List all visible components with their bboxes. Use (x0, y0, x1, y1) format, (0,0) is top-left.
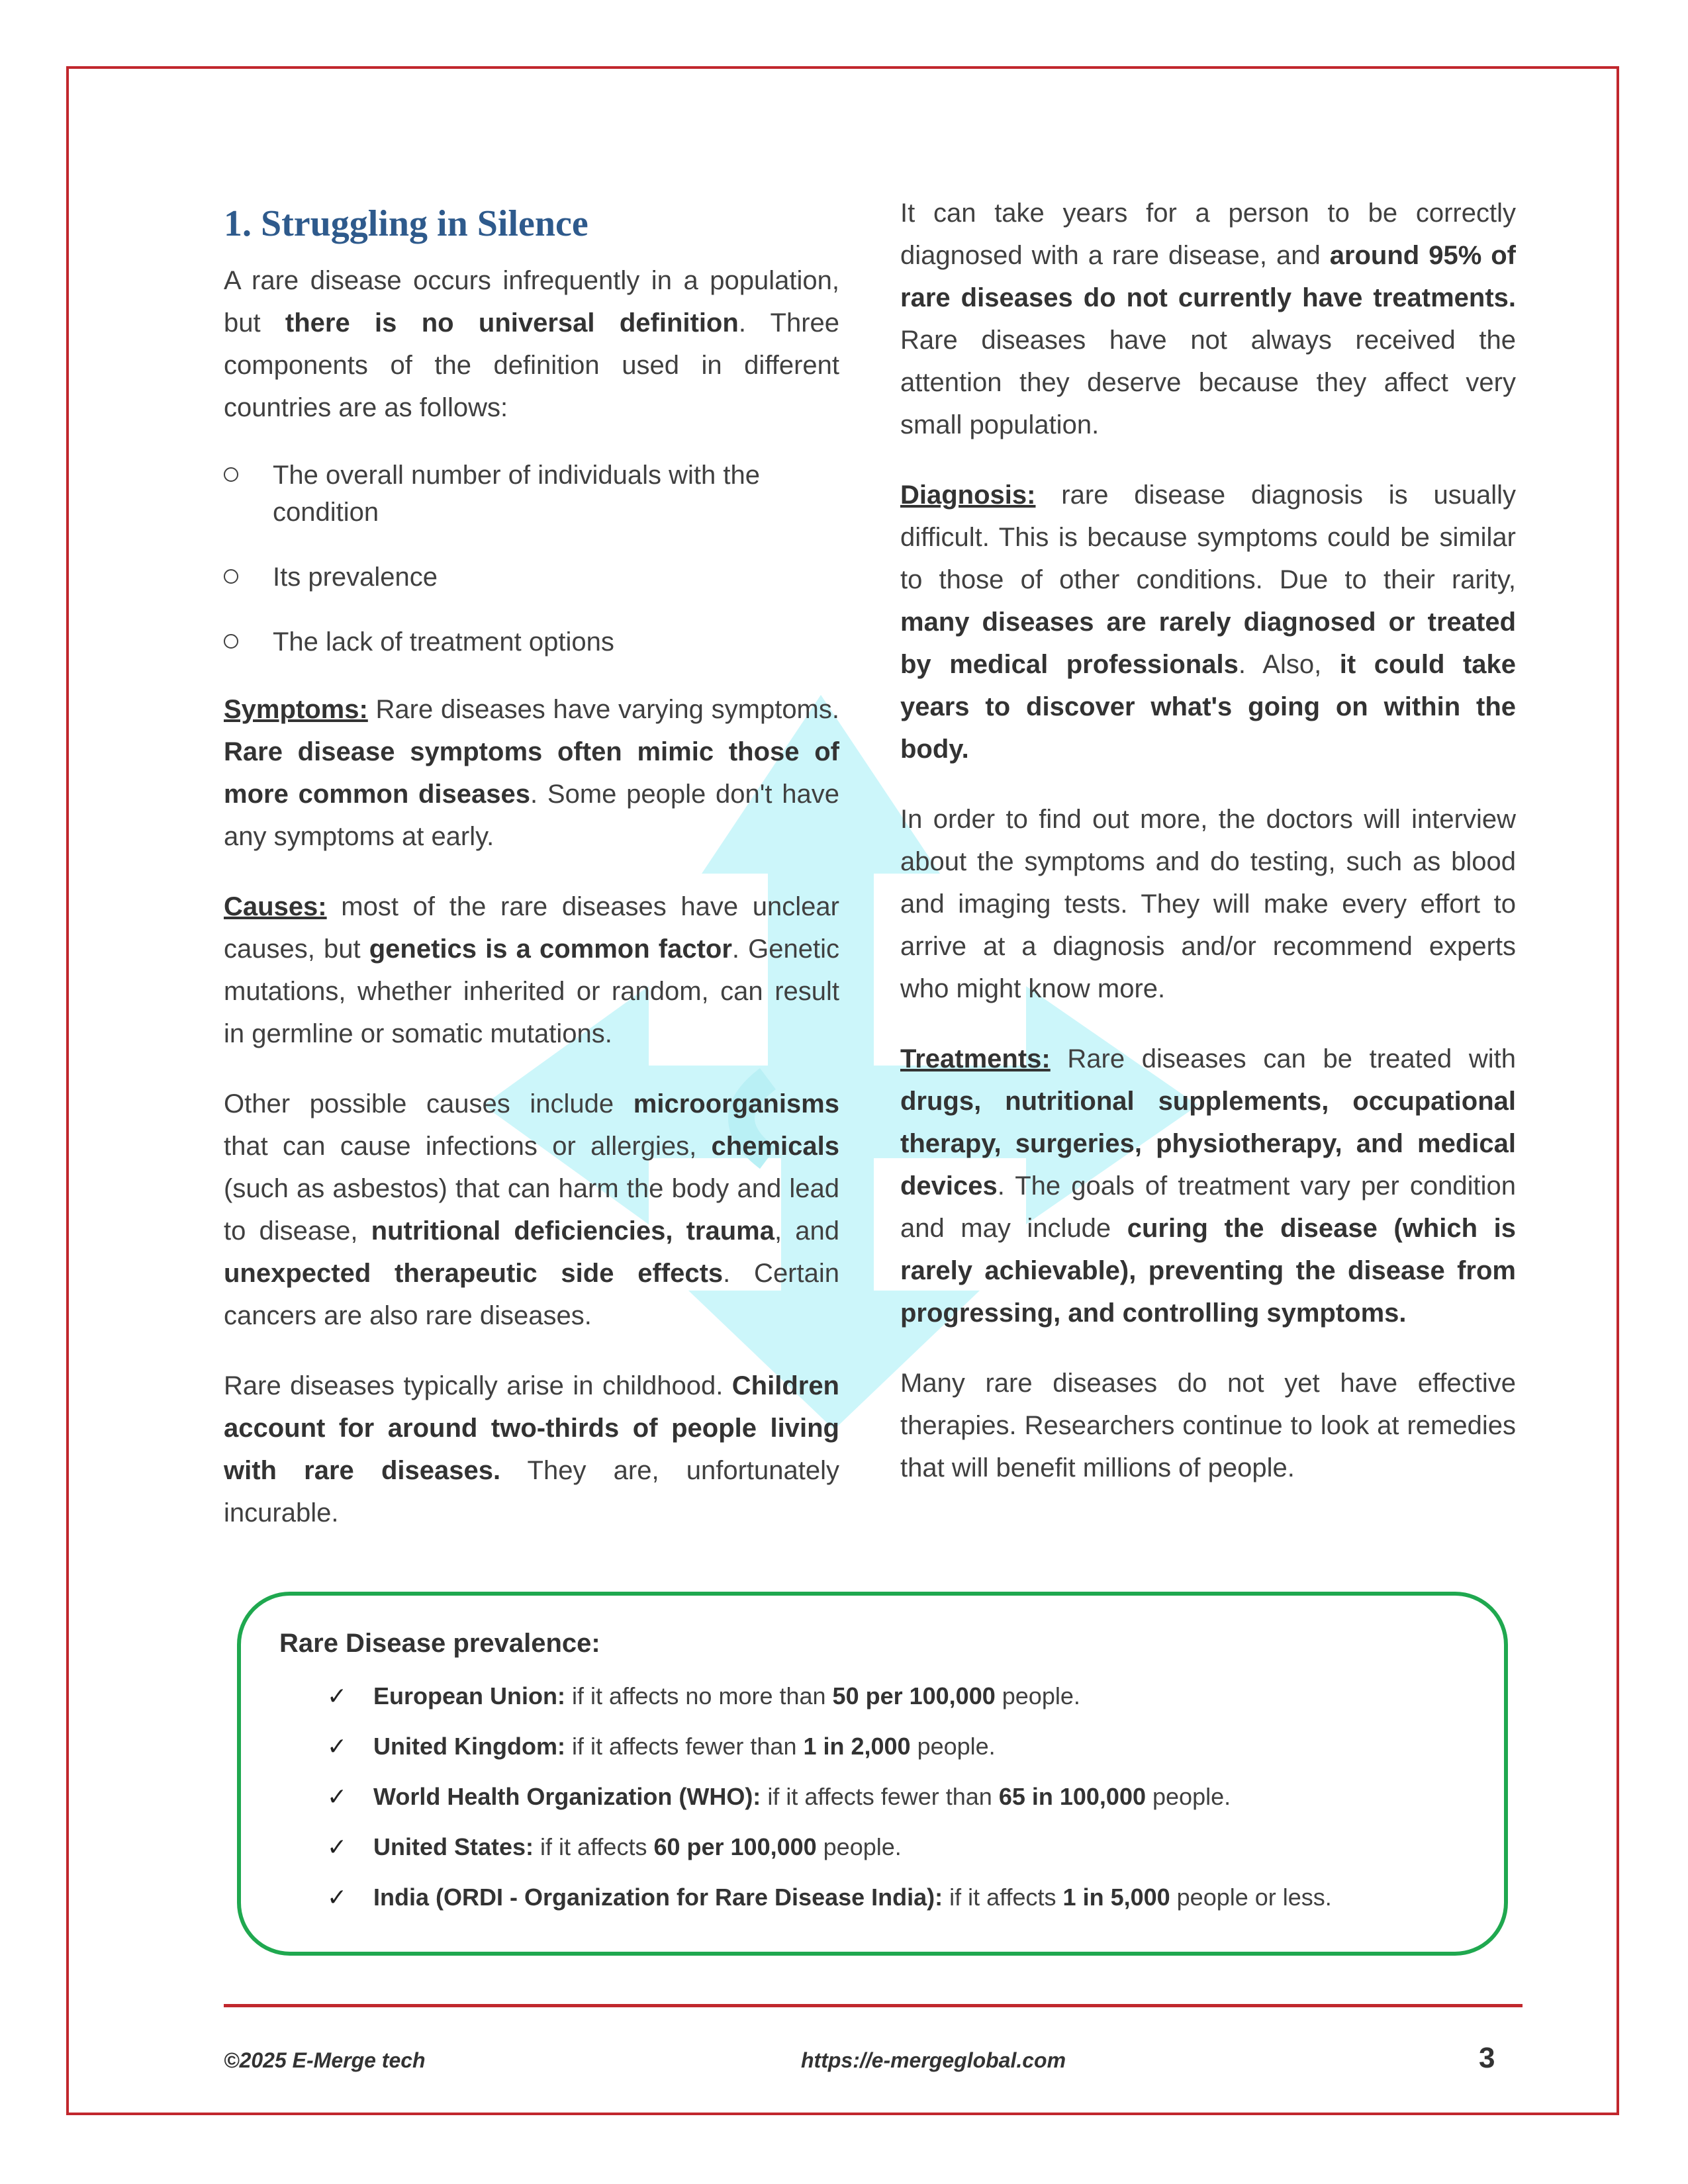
text-run: . The goals of treatment vary per condition and may include (900, 1171, 1516, 1243)
checkmark-icon: ✓ (327, 1682, 348, 1709)
text-run: India (ORDI - Organization for Rare Disease India): (373, 1884, 943, 1911)
list-item: The overall number of individuals with the condition (224, 457, 839, 531)
text-run: it could take years to discover what's going on within the body. (900, 650, 1517, 764)
text-run: if it affects fewer than (565, 1733, 804, 1760)
text-run: people or less. (1170, 1884, 1332, 1911)
text-run: 65 in 100,000 (998, 1783, 1146, 1810)
text-run: rare disease diagnosis is usually difficult. This is because symptoms could be similar to those of other conditions. Due to their rarity, (900, 480, 1516, 594)
text-run: A rare disease occurs infrequently in a population, but (224, 265, 839, 338)
text-run: 1 in 5,000 (1062, 1884, 1170, 1911)
prevalence-box (237, 1592, 1508, 1956)
text-run: , and (774, 1216, 840, 1246)
text-run: (such as asbestos) that can harm the body and lead to disease, (224, 1173, 839, 1246)
doctors-paragraph (900, 798, 1516, 1010)
other-causes-paragraph (224, 1083, 839, 1337)
list-item (327, 1883, 1479, 1933)
text-run: . Three components of the definition used in different countries are as follows: (224, 308, 840, 422)
text-run: genetics is a common factor (369, 934, 732, 964)
prevalence-title: Rare Disease prevalence: (279, 1629, 600, 1658)
text-run: curing the disease (which is rarely achievable), preventing the disease from progressing, and controlling symptoms. (900, 1214, 1517, 1328)
text-run: Children account for around two-thirds of people living with rare diseases. (224, 1371, 839, 1485)
footer-url[interactable]: https://e-mergeglobal.com (801, 2048, 1066, 2072)
checkmark-icon: ✓ (327, 1884, 348, 1911)
list-item: Its prevalence (224, 559, 839, 596)
text-run: 50 per 100,000 (832, 1682, 996, 1709)
therapies-paragraph (900, 1362, 1516, 1489)
paragraph-label: Treatments: (900, 1044, 1051, 1073)
text-run: people. (910, 1733, 996, 1760)
page-number: 3 (1479, 2042, 1495, 2074)
text-run: if it affects (534, 1833, 654, 1860)
text-run: World Health Organization (WHO): (373, 1783, 761, 1810)
text-run: chemicals (711, 1131, 839, 1161)
intro-paragraph (224, 259, 839, 429)
text-run: In order to find out more, the doctors will interview about the symptoms and do testing, such as blood and imaging tests. They will make every effort to arrive at a diagnosis and/or recommend experts who might know more. (900, 805, 1516, 1003)
text-run: people. (816, 1833, 902, 1860)
causes-paragraph (224, 886, 839, 1055)
text-run: around 95% of rare diseases do not currently have treatments. (900, 241, 1516, 312)
diagnosis-paragraph (900, 474, 1516, 770)
text-run: United Kingdom: (373, 1733, 565, 1760)
prevalence-list (327, 1682, 1479, 1933)
childhood-paragraph (224, 1365, 839, 1534)
list-item (327, 1833, 1479, 1883)
text-run: Many rare diseases do not yet have effective therapies. Researchers continue to look at remedies that will benefit millions of people. (900, 1369, 1516, 1482)
paragraph-label: Diagnosis: (900, 480, 1036, 510)
checkmark-icon: ✓ (327, 1733, 348, 1760)
text-run: if it affects (943, 1884, 1063, 1911)
text-run: if it affects fewer than (761, 1783, 999, 1810)
text-run: . Certain cancers are also rare diseases. (224, 1258, 839, 1330)
text-run: people. (995, 1682, 1080, 1709)
text-run: United States: (373, 1833, 534, 1860)
checkmark-icon: ✓ (327, 1783, 348, 1810)
text-run: They are, unfortunately incurable. (224, 1455, 840, 1527)
text-run: Other possible causes include (224, 1089, 633, 1118)
list-item (327, 1682, 1479, 1732)
right-column (900, 192, 1516, 1517)
circle-bullet-icon (224, 569, 238, 584)
text-run: . Also, (1238, 650, 1340, 679)
section-heading: 1. Struggling in Silence (224, 203, 588, 244)
text-run: Rare diseases typically arise in childhood. (224, 1371, 732, 1400)
paragraph-label: Causes: (224, 891, 327, 921)
checkmark-icon: ✓ (327, 1833, 348, 1860)
text-run: drugs, nutritional supplements, occupational therapy, surgeries, physiotherapy, and medical devices (900, 1087, 1516, 1201)
text-run: many diseases are rarely diagnosed or treated by medical professionals (900, 608, 1516, 679)
years-paragraph (900, 192, 1516, 446)
definition-components-list (224, 457, 839, 660)
text-run: Rare diseases have not always received the attention they deserve because they affect very small population. (900, 326, 1516, 439)
treatments-paragraph (900, 1038, 1516, 1334)
list-item (327, 1732, 1479, 1782)
text-run: . Some people don't have any symptoms at early. (224, 779, 839, 851)
text-run: European Union: (373, 1682, 565, 1709)
text-run: 60 per 100,000 (653, 1833, 817, 1860)
text-run: unexpected therapeutic side effects (224, 1258, 724, 1288)
list-item (327, 1782, 1479, 1833)
text-run: Rare diseases can be treated with (1050, 1044, 1516, 1073)
left-column (224, 192, 839, 1562)
text-run: It can take years for a person to be correctly diagnosed with a rare disease, and (900, 199, 1516, 270)
text-run: . Genetic mutations, whether inherited or random, can result in germline or somatic mutations. (224, 934, 840, 1048)
text-run: microorganisms (633, 1089, 839, 1118)
footer-copyright: ©2025 E-Merge tech (224, 2048, 426, 2072)
text-run: there is no universal definition (285, 308, 739, 338)
circle-bullet-icon (224, 634, 238, 649)
text-run: that can cause infections or allergies, (224, 1131, 712, 1161)
text-run: Rare diseases have varying symptoms. (367, 694, 839, 724)
paragraph-label: Symptoms: (224, 694, 368, 724)
circle-bullet-icon (224, 467, 238, 482)
text-run: most of the rare diseases have unclear causes, but (224, 891, 839, 964)
footer-divider (224, 2004, 1523, 2007)
text-run: nutritional deficiencies, trauma (371, 1216, 774, 1246)
text-run: people. (1146, 1783, 1231, 1810)
text-run: Rare disease symptoms often mimic those of more common diseases (224, 737, 839, 809)
text-run: 1 in 2,000 (803, 1733, 911, 1760)
symptoms-paragraph (224, 688, 839, 858)
text-run: if it affects no more than (565, 1682, 833, 1709)
list-item: The lack of treatment options (224, 623, 839, 660)
